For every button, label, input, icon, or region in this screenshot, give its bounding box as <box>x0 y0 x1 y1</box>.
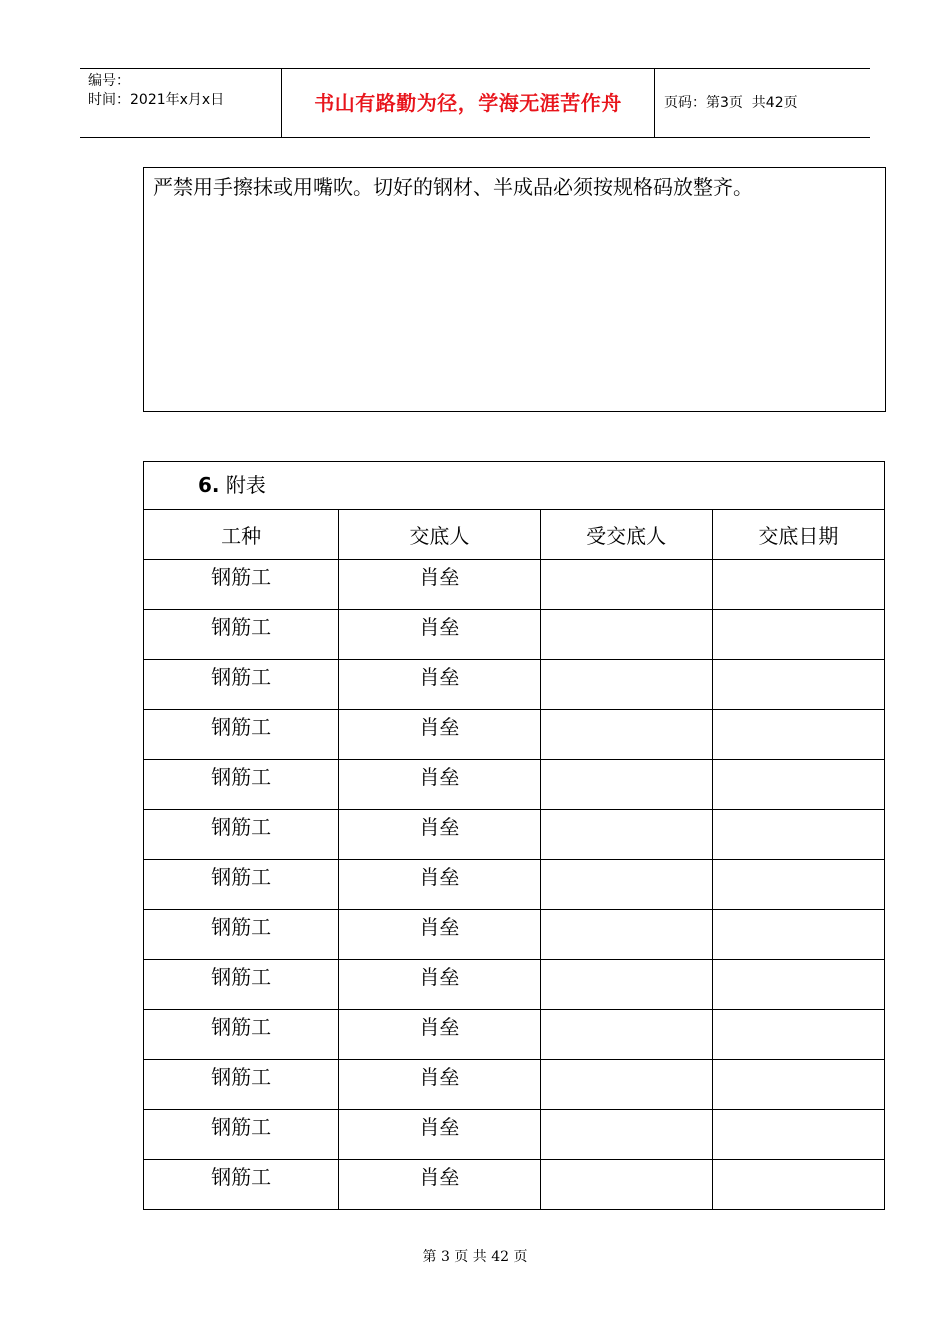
table-cell <box>712 610 884 660</box>
table-cell: 肖垒 <box>339 860 540 910</box>
table-cell <box>712 1160 884 1210</box>
table-row <box>144 860 885 910</box>
table-cell: 肖垒 <box>339 1060 540 1110</box>
table-row <box>144 760 885 810</box>
appendix-table <box>143 461 885 1210</box>
table-cell <box>540 1160 712 1210</box>
table-cell <box>540 960 712 1010</box>
header-divider <box>654 69 655 137</box>
table-cell <box>540 910 712 960</box>
table-cell: 钢筋工 <box>144 610 339 660</box>
table-cell: 钢筋工 <box>144 960 339 1010</box>
table-cell: 钢筋工 <box>144 1160 339 1210</box>
content-text-box <box>143 167 886 412</box>
table-cell: 钢筋工 <box>144 810 339 860</box>
table-cell <box>540 610 712 660</box>
table-cell <box>712 810 884 860</box>
table-cell: 肖垒 <box>339 960 540 1010</box>
table-row <box>144 1060 885 1110</box>
table-cell <box>540 710 712 760</box>
table-cell <box>712 710 884 760</box>
table-row <box>144 660 885 710</box>
header-meta <box>88 72 224 110</box>
table-cell <box>712 1110 884 1160</box>
table-cell <box>540 860 712 910</box>
caption-text: 附表 <box>219 473 266 497</box>
table-cell: 肖垒 <box>339 1110 540 1160</box>
column-header: 交底人 <box>339 510 540 560</box>
page-footer: 第 3 页 共 42 页 <box>422 1249 528 1265</box>
table-cell <box>540 810 712 860</box>
table-cell <box>540 760 712 810</box>
table-cell: 钢筋工 <box>144 710 339 760</box>
table-row <box>144 610 885 660</box>
table-cell: 钢筋工 <box>144 660 339 710</box>
table-cell: 钢筋工 <box>144 1110 339 1160</box>
table-cell: 钢筋工 <box>144 760 339 810</box>
table-cell <box>712 910 884 960</box>
table-row <box>144 560 885 610</box>
table-row <box>144 960 885 1010</box>
table-cell <box>712 760 884 810</box>
table-cell: 肖垒 <box>339 710 540 760</box>
table-cell: 肖垒 <box>339 610 540 660</box>
table-cell <box>540 560 712 610</box>
table-cell: 肖垒 <box>339 910 540 960</box>
table-row <box>144 810 885 860</box>
table-cell: 肖垒 <box>339 1160 540 1210</box>
table-cell <box>540 1110 712 1160</box>
table-cell: 肖垒 <box>339 560 540 610</box>
table-row <box>144 1110 885 1160</box>
table-cell <box>540 1060 712 1110</box>
table-cell: 肖垒 <box>339 810 540 860</box>
table-cell <box>712 1010 884 1060</box>
table-row <box>144 710 885 760</box>
table-cell <box>712 860 884 910</box>
caption-number: 6. <box>198 473 220 497</box>
table-cell <box>712 1060 884 1110</box>
table-header-row <box>144 510 885 560</box>
column-header: 交底日期 <box>712 510 884 560</box>
column-header: 受交底人 <box>540 510 712 560</box>
code-label: 编号： <box>88 73 130 89</box>
table-cell: 钢筋工 <box>144 910 339 960</box>
table-cell: 肖垒 <box>339 760 540 810</box>
table-row <box>144 1010 885 1060</box>
table-cell: 钢筋工 <box>144 560 339 610</box>
table-row <box>144 910 885 960</box>
header-page-info: 页码：第3页 共42页 <box>664 95 798 111</box>
table-cell <box>540 1010 712 1060</box>
table-cell <box>712 660 884 710</box>
header-motto: 书山有路勤为径，学海无涯苦作舟 <box>314 91 622 115</box>
table-cell: 肖垒 <box>339 660 540 710</box>
table-cell <box>540 660 712 710</box>
table-row <box>144 1160 885 1210</box>
content-paragraph: 严禁用手擦抹或用嘴吹。切好的钢材、半成品必须按规格码放整齐。 <box>153 175 753 199</box>
page-header <box>80 68 870 138</box>
appendix-caption <box>144 462 885 510</box>
time-label: 时间：2021年x月x日 <box>88 92 225 108</box>
column-header: 工种 <box>144 510 339 560</box>
table-cell: 钢筋工 <box>144 1010 339 1060</box>
table-cell: 钢筋工 <box>144 860 339 910</box>
appendix-caption-row <box>144 462 885 510</box>
table-cell <box>712 960 884 1010</box>
table-cell: 钢筋工 <box>144 1060 339 1110</box>
table-cell: 肖垒 <box>339 1010 540 1060</box>
table-cell <box>712 560 884 610</box>
